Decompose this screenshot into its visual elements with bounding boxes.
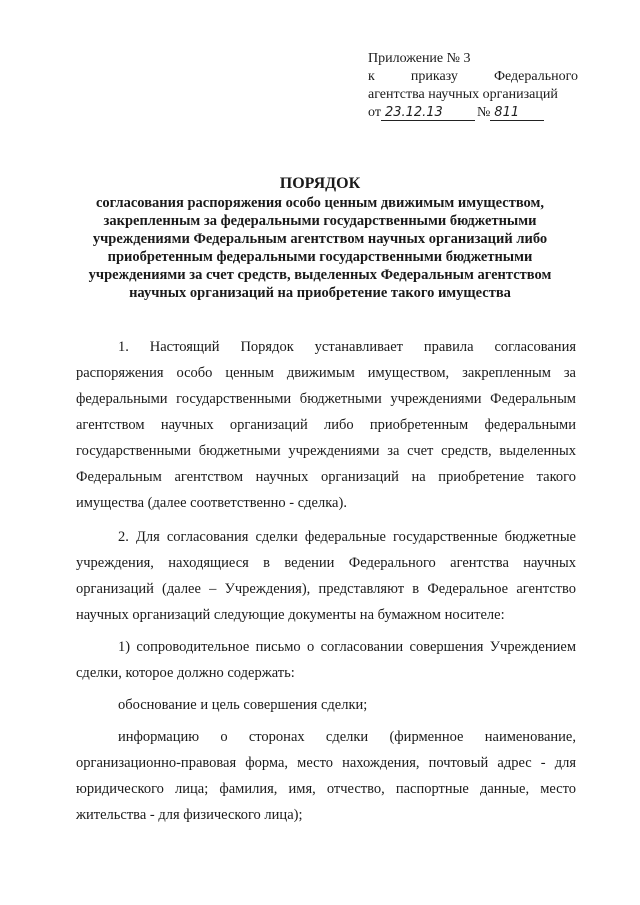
handwritten-order-number: 811 (490, 105, 544, 121)
handwritten-date: 23.12.13 (381, 105, 475, 121)
paragraph-1: 1. Настоящий Порядок устанавливает правила согласования распоряжения особо ценным движимым имуществом, закрепленным за федеральными государственными бюджетными учреждениями Федеральным агентством научных организаций либо приобретенным федеральными государственными бюджетными учреждениями за счет средств, выделенных Федеральным агентством научных организаций на приобретение такого имущества (далее соответственно - сделка). (76, 339, 576, 511)
document-title: ПОРЯДОК (279, 175, 361, 192)
annex-number: Приложение № 3 (368, 51, 471, 66)
paragraph-2: 2. Для согласования сделки федеральные государственные бюджетные учреждения, находящиеся в ведении Федерального агентства научных организаций (далее – Учреждения), представляют в Федеральное агентство научных организаций следующие документы на бумажном носителе: (76, 529, 576, 623)
annex-word-federal: Федерального (493, 69, 578, 84)
annex-order-line (368, 68, 578, 86)
annex-agency: агентства научных организаций (368, 87, 558, 102)
paragraph-3: 1) сопроводительное письмо о согласовании совершения Учреждением сделки, которое должно содержать: (76, 639, 576, 681)
paragraph-5: информацию о сторонах сделки (фирменное наименование, организационно-правовая форма, место нахождения, почтовый адрес - для юридического лица; фамилия, имя, отчество, паспортные данные, место жительства - для физического лица); (76, 729, 576, 823)
annex-date-prefix: от (368, 105, 381, 120)
annex-number-prefix: № (476, 105, 491, 120)
document-subtitle: согласования распоряжения особо ценным движимым имуществом, закрепленным за федеральными государственными бюджетными учреждениями Федеральным агентством научных организаций либо приобретенным федеральными государственными бюджетными учреждениями за счет средств, выделенных Федеральным агентством научных организаций на приобретение такого имущества (88, 195, 552, 301)
paragraph-4: обоснование и цель совершения сделки; (118, 697, 368, 713)
annex-date-number-line (368, 104, 578, 122)
annex-word-order: приказу (410, 69, 458, 84)
annex-word-k: к (368, 69, 375, 84)
annex-block (368, 50, 578, 122)
document-body (76, 334, 576, 828)
